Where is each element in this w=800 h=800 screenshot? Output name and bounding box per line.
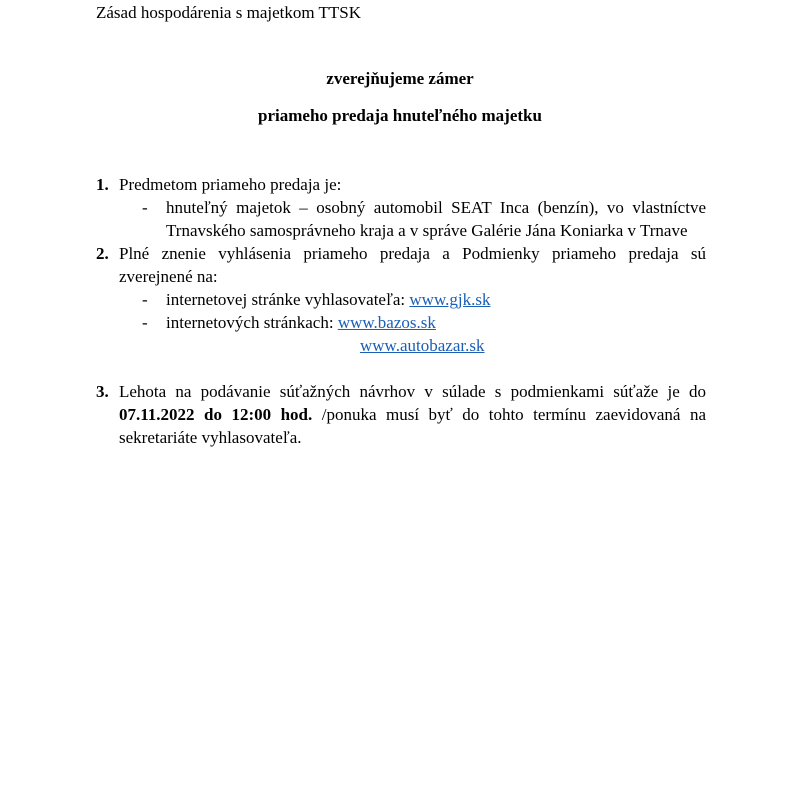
list-item-3 xyxy=(96,380,706,449)
intro-line: Zásad hospodárenia s majetkom TTSK xyxy=(96,3,362,22)
item-number: 3. xyxy=(96,382,109,401)
link-bazos[interactable]: www.bazos.sk xyxy=(337,313,436,332)
list-item-2 xyxy=(96,242,706,357)
numbered-list xyxy=(96,173,706,449)
item-number: 1. xyxy=(96,175,109,194)
item-text: Predmetom priameho predaja je: xyxy=(119,175,342,194)
dash-bullet: - xyxy=(142,313,148,332)
heading-announcement: zverejňujeme zámer xyxy=(326,69,474,88)
deadline-text: 07.11.2022 do 12:00 hod. xyxy=(119,405,313,424)
item-text-after: /ponuka musí byť do tohto termínu zaevidovaná na sekretariáte vyhlasovateľa. xyxy=(119,405,706,447)
sub-item xyxy=(119,196,706,242)
dash-bullet: - xyxy=(142,198,148,217)
sub-item-continuation xyxy=(119,334,706,357)
sub-item xyxy=(119,288,706,311)
heading-subject: priameho predaja hnuteľného majetku xyxy=(258,106,542,125)
dash-bullet: - xyxy=(142,290,148,309)
item-number: 2. xyxy=(96,244,109,263)
sub-item-text: internetových stránkach: xyxy=(166,313,338,332)
spacer xyxy=(96,357,706,380)
sub-item-text: hnuteľný majetok – osobný automobil SEAT Inca (benzín), vo vlastníctve Trnavského samosprávneho kraja a v správe Galérie Jána Koniarka v Trnave xyxy=(166,198,706,240)
item-text: Plné znenie vyhlásenia priameho predaja a Podmienky priameho predaja sú zverejnené na: xyxy=(119,244,706,286)
list-item-1 xyxy=(96,173,706,242)
sub-item-text: internetovej stránke vyhlasovateľa: xyxy=(166,290,410,309)
link-autobazar[interactable]: www.autobazar.sk xyxy=(360,336,485,355)
sub-item xyxy=(119,311,706,334)
link-gjk[interactable]: www.gjk.sk xyxy=(409,290,491,309)
item-text: Lehota na podávanie súťažných návrhov v súlade s podmienkami súťaže je do xyxy=(119,382,706,401)
